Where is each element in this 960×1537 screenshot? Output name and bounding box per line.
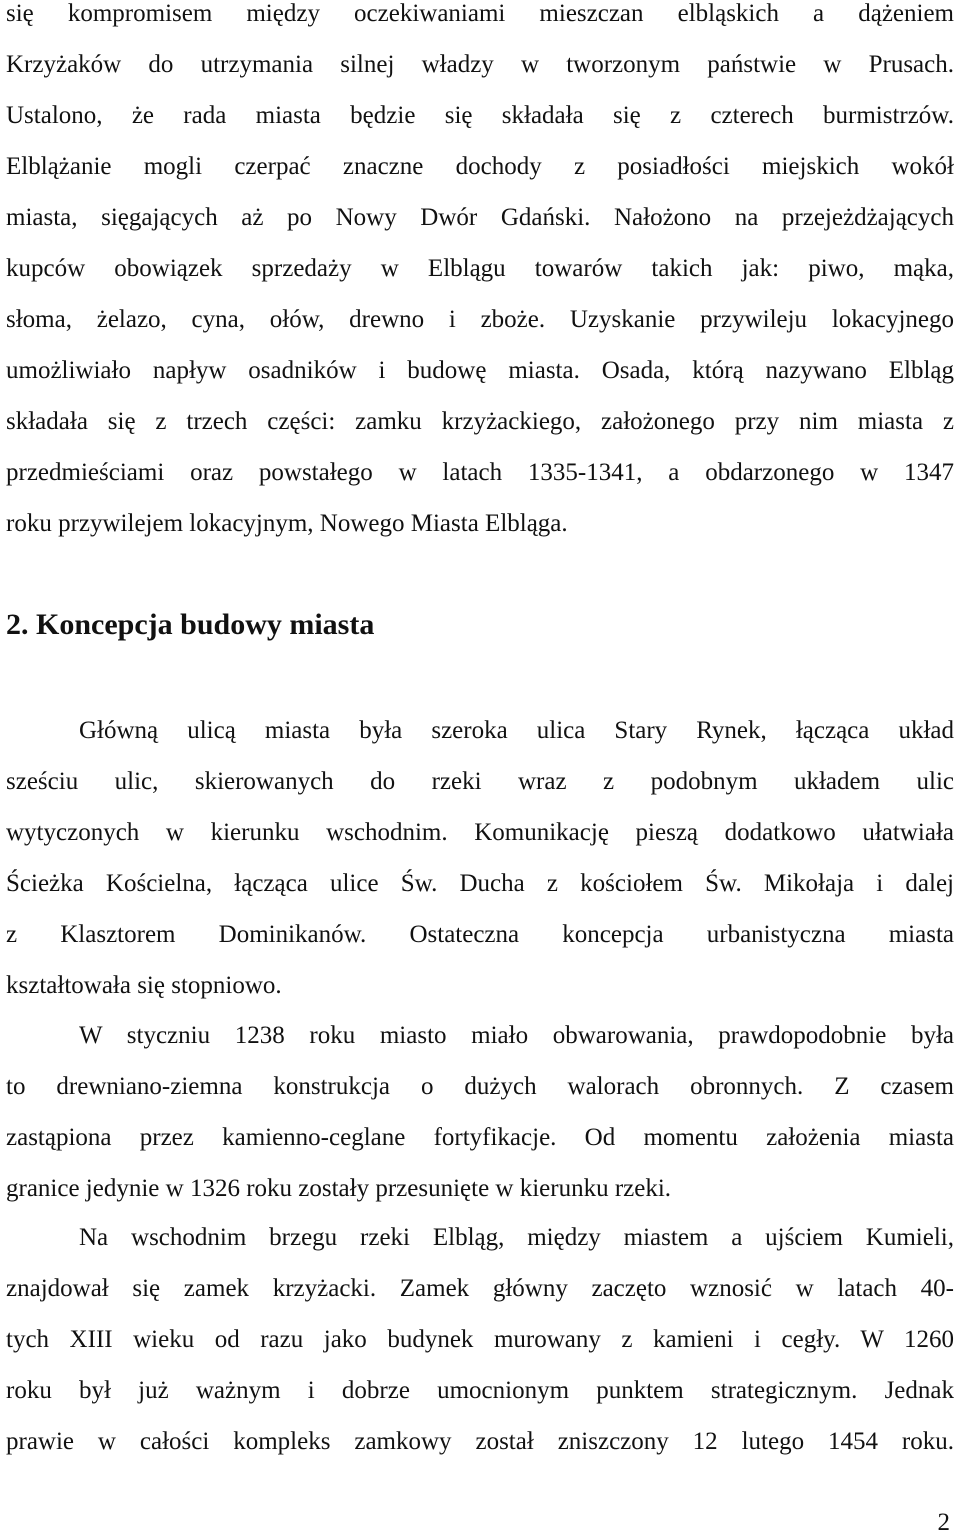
text-line: Główną ulicą miasta była szeroka ulica Stary Rynek, łącząca układ — [79, 717, 954, 744]
text-line: Na wschodnim brzegu rzeki Elbląg, między miastem a ujściem Kumieli, — [79, 1224, 954, 1251]
text-line: znajdował się zamek krzyżacki. Zamek główny zaczęto wznosić w latach 40- — [6, 1275, 954, 1302]
text-line: kupców obowiązek sprzedaży w Elblągu towarów takich jak: piwo, mąka, — [6, 255, 954, 282]
text-line: roku był już ważnym i dobrze umocnionym punktem strategicznym. Jednak — [6, 1377, 954, 1404]
text-line: miasta, sięgających aż po Nowy Dwór Gdański. Nałożono na przejeżdżających — [6, 204, 954, 231]
paragraph-3 — [6, 1010, 954, 1214]
text-line: się kompromisem między oczekiwaniami mieszczan elbląskich a dążeniem — [6, 0, 954, 27]
paragraph-4 — [6, 1212, 954, 1467]
text-line: prawie w całości kompleks zamkowy został zniszczony 12 lutego 1454 roku. — [6, 1428, 954, 1455]
text-line: sześciu ulic, skierowanych do rzeki wraz z podobnym układem ulic — [6, 768, 954, 795]
text-line: Ustalono, że rada miasta będzie się składała się z czterech burmistrzów. — [6, 102, 954, 129]
text-line: słoma, żelazo, cyna, ołów, drewno i zboże. Uzyskanie przywileju lokacyjnego — [6, 306, 954, 333]
text-line: kształtowała się stopniowo. — [6, 972, 282, 999]
paragraph-2 — [6, 705, 954, 1011]
page-number: 2 — [937, 1509, 950, 1536]
text-line: W styczniu 1238 roku miasto miało obwarowania, prawdopodobnie była — [79, 1022, 954, 1049]
text-line: zastąpiona przez kamienno-ceglane fortyfikacje. Od momentu założenia miasta — [6, 1124, 954, 1151]
text-line: Elblążanie mogli czerpać znaczne dochody z posiadłości miejskich wokół — [6, 153, 954, 180]
paragraph-1 — [6, 0, 954, 549]
text-line: umożliwiało napływ osadników i budowę miasta. Osada, którą nazywano Elbląg — [6, 357, 954, 384]
text-line: roku przywilejem lokacyjnym, Nowego Miasta Elbląga. — [6, 510, 568, 537]
text-line: granice jedynie w 1326 roku zostały przesunięte w kierunku rzeki. — [6, 1175, 672, 1202]
text-line: Krzyżaków do utrzymania silnej władzy w tworzonym państwie w Prusach. — [6, 51, 954, 78]
text-line: z Klasztorem Dominikanów. Ostateczna koncepcja urbanistyczna miasta — [6, 921, 954, 948]
text-line: składała się z trzech części: zamku krzyżackiego, założonego przy nim miasta z — [6, 408, 954, 435]
text-line: przedmieściami oraz powstałego w latach 1335-1341, a obdarzonego w 1347 — [6, 459, 954, 486]
text-line: Ścieżka Kościelna, łącząca ulice Św. Ducha z kościołem Św. Mikołaja i dalej — [6, 870, 954, 897]
text-line: tych XIII wieku od razu jako budynek murowany z kamieni i cegły. W 1260 — [6, 1326, 954, 1353]
text-line: wytyczonych w kierunku wschodnim. Komunikację pieszą dodatkowo ułatwiała — [6, 819, 954, 846]
text-line: to drewniano-ziemna konstrukcja o dużych walorach obronnych. Z czasem — [6, 1073, 954, 1100]
section-heading: 2. Koncepcja budowy miasta — [6, 608, 375, 641]
